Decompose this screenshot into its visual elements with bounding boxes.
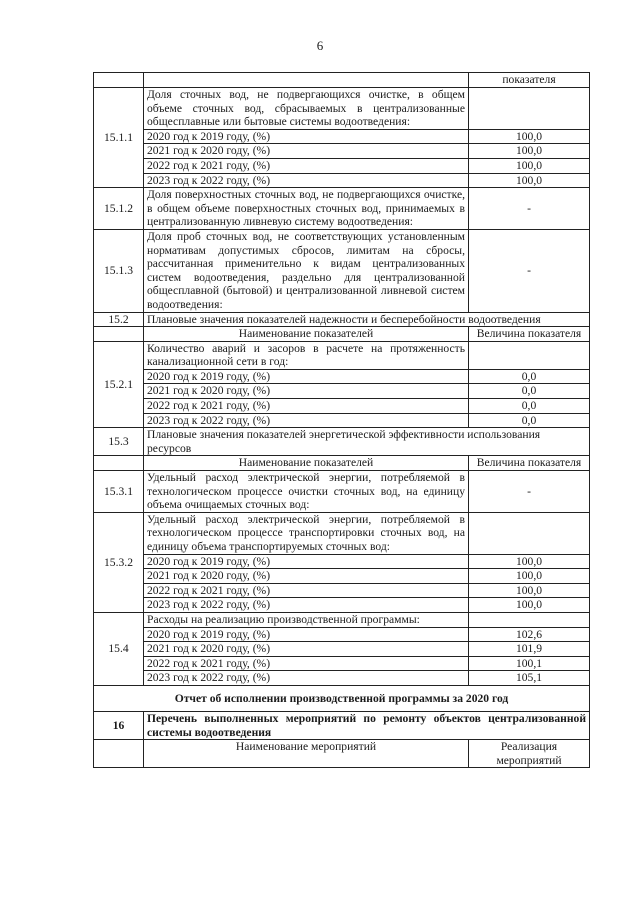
year-row — [94, 554, 590, 569]
table-row — [94, 188, 590, 230]
year-label: 2021 год к 2020 году, (%) — [144, 642, 469, 657]
year-row — [94, 158, 590, 173]
year-value: 0,0 — [469, 384, 590, 399]
header-row — [94, 740, 590, 768]
year-value: 100,1 — [469, 656, 590, 671]
row-number: 15.4 — [94, 612, 144, 685]
year-row — [94, 144, 590, 159]
number-cell — [94, 740, 144, 768]
row-number: 15.2 — [94, 312, 144, 327]
header-row — [94, 327, 590, 342]
row-number: 16 — [94, 711, 144, 739]
row-number: 15.3 — [94, 428, 144, 456]
year-label: 2022 год к 2021 году, (%) — [144, 583, 469, 598]
table-row — [94, 512, 590, 554]
year-value: 100,0 — [469, 569, 590, 584]
year-row — [94, 656, 590, 671]
table-row — [94, 73, 590, 88]
column-header-value: Реализация мероприятий — [469, 740, 590, 768]
value-cell: - — [469, 188, 590, 230]
indicator-description: Количество аварий и засоров в расчете на протяженность канализационной сети в год: — [144, 341, 469, 369]
year-label: 2020 год к 2019 году, (%) — [144, 369, 469, 384]
year-row — [94, 569, 590, 584]
year-row — [94, 642, 590, 657]
row-number: 15.1.1 — [94, 88, 144, 188]
year-row — [94, 583, 590, 598]
table-row — [94, 471, 590, 513]
indicator-description: Удельный расход электрической энергии, потребляемой в технологическом процессе очистки сточных вод, на единицу объема очищаемых сточных вод: — [144, 471, 469, 513]
year-value: 100,0 — [469, 173, 590, 188]
number-cell — [94, 327, 144, 342]
column-header-name: Наименование показателей — [144, 327, 469, 342]
value-cell — [469, 341, 590, 369]
section-row — [94, 711, 590, 739]
year-label: 2023 год к 2022 году, (%) — [144, 598, 469, 613]
year-value: 101,9 — [469, 642, 590, 657]
year-label: 2023 год к 2022 году, (%) — [144, 671, 469, 686]
row-number: 15.2.1 — [94, 341, 144, 428]
year-label: 2020 год к 2019 году, (%) — [144, 627, 469, 642]
year-value: 100,0 — [469, 554, 590, 569]
year-label: 2022 год к 2021 году, (%) — [144, 656, 469, 671]
row-number: 15.1.2 — [94, 188, 144, 230]
name-cell — [144, 73, 469, 88]
year-row — [94, 129, 590, 144]
year-value: 100,0 — [469, 144, 590, 159]
year-row — [94, 671, 590, 686]
year-value: 0,0 — [469, 399, 590, 414]
table-row — [94, 612, 590, 627]
year-label: 2021 год к 2020 году, (%) — [144, 144, 469, 159]
number-cell — [94, 456, 144, 471]
indicator-description: Удельный расход электрической энергии, потребляемой в технологическом процессе транспортировки сточных вод, на единицу объема транспортируемых сточных вод: — [144, 512, 469, 554]
year-label: 2023 год к 2022 году, (%) — [144, 173, 469, 188]
column-header-value: Величина показателя — [469, 327, 590, 342]
row-number: 15.3.1 — [94, 471, 144, 513]
year-row — [94, 399, 590, 414]
value-cell — [469, 88, 590, 130]
value-cell: - — [469, 471, 590, 513]
section-row — [94, 312, 590, 327]
section-row — [94, 428, 590, 456]
year-label: 2020 год к 2019 году, (%) — [144, 129, 469, 144]
value-header-cell: показателя — [469, 73, 590, 88]
section-title: Перечень выполненных мероприятий по ремонту объектов централизованной системы водоотведения — [144, 711, 590, 739]
year-value: 100,0 — [469, 598, 590, 613]
value-cell — [469, 512, 590, 554]
report-title-row — [94, 685, 590, 711]
year-label: 2020 год к 2019 году, (%) — [144, 554, 469, 569]
year-value: 105,1 — [469, 671, 590, 686]
year-row — [94, 598, 590, 613]
table-row — [94, 229, 590, 312]
year-label: 2022 год к 2021 году, (%) — [144, 399, 469, 414]
table-row — [94, 88, 590, 130]
column-header-value: Величина показателя — [469, 456, 590, 471]
column-header-name: Наименование мероприятий — [144, 740, 469, 768]
year-row — [94, 384, 590, 399]
year-label: 2022 год к 2021 году, (%) — [144, 158, 469, 173]
value-cell — [469, 612, 590, 627]
year-value: 100,0 — [469, 129, 590, 144]
section-title: Плановые значения показателей надежности и бесперебойности водоотведения — [144, 312, 590, 327]
indicator-description: Доля поверхностных сточных вод, не подвергающихся очистке, в общем объеме поверхностных сточных вод, принимаемых в централизованную ливневую систему водоотведения: — [144, 188, 469, 230]
number-cell — [94, 73, 144, 88]
page-number: 6 — [316, 38, 324, 53]
row-number: 15.3.2 — [94, 512, 144, 612]
year-row — [94, 413, 590, 428]
indicator-description: Доля сточных вод, не подвергающихся очистке, в общем объеме сточных вод, сбрасываемых в централизованные общесплавные или бытовые системы водоотведения: — [144, 88, 469, 130]
year-value: 102,6 — [469, 627, 590, 642]
year-label: 2023 год к 2022 году, (%) — [144, 413, 469, 428]
header-row — [94, 456, 590, 471]
year-row — [94, 369, 590, 384]
report-title: Отчет об исполнении производственной программы за 2020 год — [94, 685, 590, 711]
year-value: 100,0 — [469, 583, 590, 598]
table-row — [94, 341, 590, 369]
year-row — [94, 627, 590, 642]
year-label: 2021 год к 2020 году, (%) — [144, 569, 469, 584]
year-row — [94, 173, 590, 188]
value-cell: - — [469, 229, 590, 312]
year-value: 0,0 — [469, 369, 590, 384]
column-header-name: Наименование показателей — [144, 456, 469, 471]
year-value: 100,0 — [469, 158, 590, 173]
section-title: Плановые значения показателей энергетической эффективности использования ресурсов — [144, 428, 590, 456]
indicators-table — [93, 72, 590, 768]
year-value: 0,0 — [469, 413, 590, 428]
row-number: 15.1.3 — [94, 229, 144, 312]
year-label: 2021 год к 2020 году, (%) — [144, 384, 469, 399]
indicator-description: Доля проб сточных вод, не соответствующих установленным нормативам допустимых сбросов, лимитам на сбросы, рассчитанная применительно к видам централизованных систем водоотведения, раздельно для централизованной общесплавной (бытовой) и централизованной ливневой систем водоотведения: — [144, 229, 469, 312]
indicator-description: Расходы на реализацию производственной программы: — [144, 612, 469, 627]
